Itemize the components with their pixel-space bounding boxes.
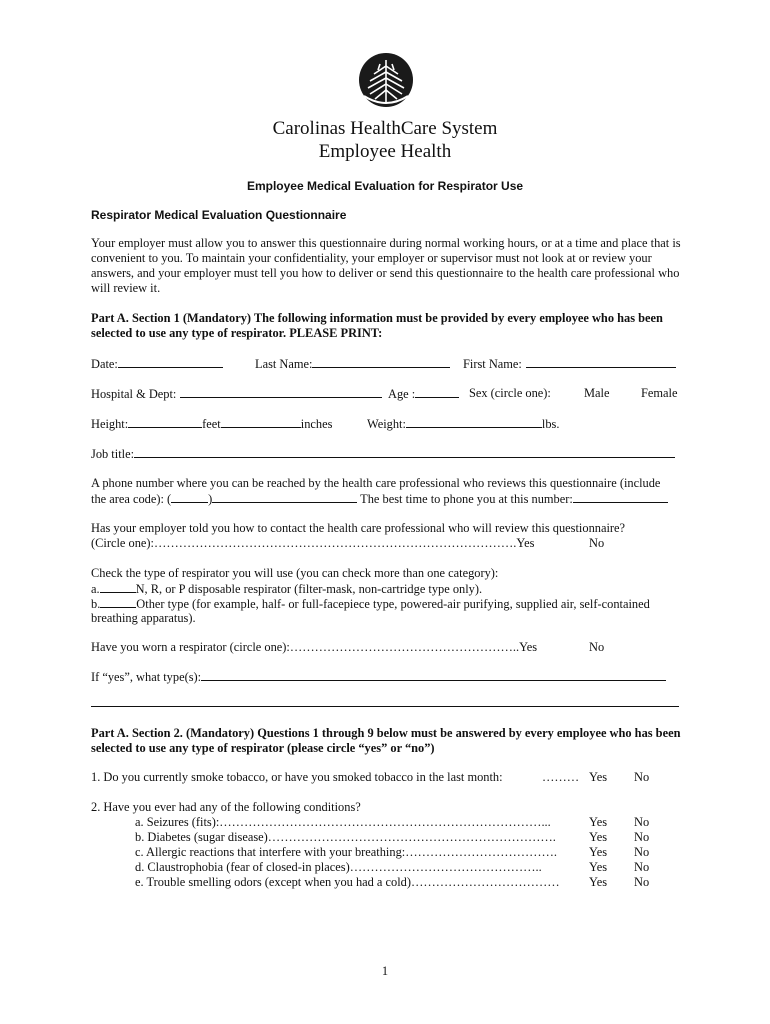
age-group: [388, 386, 459, 402]
sex-male-option[interactable]: Male: [584, 386, 610, 400]
weight-group: [367, 416, 559, 432]
first-name-group: [463, 356, 676, 372]
condition-claustrophobia: d. Claustrophobia (fear of closed-in places)………………………………………..: [135, 860, 542, 874]
q1-text: 1. Do you currently smoke tobacco, or have you smoked tobacco in the last month:: [91, 770, 503, 784]
option-b-row: [91, 596, 650, 612]
option-a-check-field[interactable]: [100, 581, 136, 593]
smelling-yes-option[interactable]: Yes: [589, 875, 608, 889]
date-field[interactable]: [118, 356, 223, 368]
last-name-group: [255, 356, 450, 372]
claustrophobia-yes-option[interactable]: Yes: [589, 860, 608, 874]
phone-text-line1: A phone number where you can be reached by the health care professional who reviews this questionnaire (include: [91, 476, 661, 490]
lbs-label: lbs.: [541, 417, 560, 431]
phone-label: the area code): (: [91, 492, 172, 506]
contact-circle-yes[interactable]: (Circle one):…………………………………………………………………………….Yes: [91, 536, 535, 550]
hospital-field[interactable]: [180, 386, 382, 398]
intro-paragraph: Your employer must allow you to answer this questionnaire during normal working hours, or at a time and place that is convenient to you. To maintain your confidentiality, your employer or supervisor must not look at or review your answers, and your employer must tell you how to deliver or send this questionnaire to the health care professional who will review it.: [91, 236, 681, 295]
job-title-label: Job title:: [91, 447, 135, 461]
q1-dots: ………: [542, 770, 580, 784]
section2-heading: Part A. Section 2. (Mandatory) Questions 1 through 9 below must be answered by every employee who has been selected to use any type of respirator (please circle “yes” or “no”): [91, 726, 681, 755]
hospital-label: Hospital & Dept:: [91, 387, 177, 401]
worn-no-option[interactable]: No: [589, 640, 605, 654]
worn-question-yes[interactable]: Have you worn a respirator (circle one):………………………………………………..Yes: [91, 640, 538, 654]
last-name-field[interactable]: [312, 356, 450, 368]
hospital-row: [91, 386, 382, 402]
name-row: [91, 356, 223, 372]
first-name-label: First Name:: [463, 357, 522, 371]
page-title: Employee Medical Evaluation for Respirator Use: [246, 179, 524, 193]
if-yes-field[interactable]: [201, 669, 666, 681]
weight-label: Weight:: [367, 417, 406, 431]
section-divider: [91, 706, 679, 707]
height-inches-field[interactable]: [221, 416, 301, 428]
claustrophobia-no-option[interactable]: No: [634, 860, 650, 874]
sex-female-option[interactable]: Female: [641, 386, 678, 400]
job-title-row: [91, 446, 675, 462]
option-b-check-field[interactable]: [100, 596, 136, 608]
smelling-no-option[interactable]: No: [634, 875, 650, 889]
diabetes-no-option[interactable]: No: [634, 830, 650, 844]
inches-label: inches: [300, 417, 333, 431]
condition-diabetes: b. Diabetes (sugar disease)…………………………………………………………….: [135, 830, 556, 844]
best-time-field[interactable]: [573, 491, 668, 503]
tree-logo-icon: [356, 50, 416, 112]
q1-yes-option[interactable]: Yes: [589, 770, 608, 784]
feet-label: feet: [202, 417, 221, 431]
q1-no-option[interactable]: No: [634, 770, 650, 784]
last-name-label: Last Name:: [255, 357, 313, 371]
diabetes-yes-option[interactable]: Yes: [589, 830, 608, 844]
height-label: Height:: [91, 417, 129, 431]
option-a-row: [91, 581, 482, 597]
condition-seizures: a. Seizures (fits):……………………………………………………………………...: [135, 815, 551, 829]
best-time-label: The best time to phone you at this number:: [357, 492, 573, 506]
first-name-field[interactable]: [526, 356, 676, 368]
dept-name: Employee Health: [318, 141, 452, 162]
condition-allergic: c. Allergic reactions that interfere with your breathing:……………………………….: [135, 845, 557, 859]
contact-no-option[interactable]: No: [589, 536, 605, 550]
allergic-yes-option[interactable]: Yes: [589, 845, 608, 859]
page-number: 1: [381, 964, 389, 978]
option-a-text: N, R, or P disposable respirator (filter-mask, non-cartridge type only).: [135, 582, 483, 596]
check-type-text: Check the type of respirator you will use (you can check more than one category):: [91, 566, 499, 580]
date-label: Date:: [91, 357, 118, 371]
seizures-no-option[interactable]: No: [634, 815, 650, 829]
height-row: [91, 416, 332, 432]
option-b-text-cont: breathing apparatus).: [91, 611, 196, 625]
option-b-text: Other type (for example, half- or full-facepiece type, powered-air purifying, supplied air, self-contained: [136, 597, 650, 611]
option-a-prefix: a.: [91, 582, 100, 596]
if-yes-label: If “yes”, what type(s):: [91, 670, 202, 684]
section1-heading: Part A. Section 1 (Mandatory) The following information must be provided by every employee who has been selected to use any type of respirator. PLEASE PRINT:: [91, 311, 663, 340]
allergic-no-option[interactable]: No: [634, 845, 650, 859]
if-yes-row: [91, 669, 666, 685]
phone-field[interactable]: [212, 491, 357, 503]
height-feet-field[interactable]: [128, 416, 202, 428]
option-b-prefix: b.: [91, 597, 101, 611]
paren-close: ): [208, 492, 213, 506]
age-label: Age :: [388, 387, 416, 401]
sex-label: Sex (circle one):: [469, 386, 551, 400]
q2-text: 2. Have you ever had any of the following conditions?: [91, 800, 361, 814]
area-code-field[interactable]: [171, 491, 208, 503]
weight-field[interactable]: [406, 416, 542, 428]
seizures-yes-option[interactable]: Yes: [589, 815, 608, 829]
questionnaire-subtitle: Respirator Medical Evaluation Questionnaire: [91, 208, 347, 222]
age-field[interactable]: [415, 386, 459, 398]
contact-question: Has your employer told you how to contact the health care professional who will review this questionnaire?: [91, 521, 626, 535]
phone-row: [91, 491, 668, 507]
job-title-field[interactable]: [134, 446, 675, 458]
org-name: Carolinas HealthCare System: [272, 118, 498, 139]
condition-smelling: e. Trouble smelling odors (except when you had a cold)………………………………: [135, 875, 560, 889]
